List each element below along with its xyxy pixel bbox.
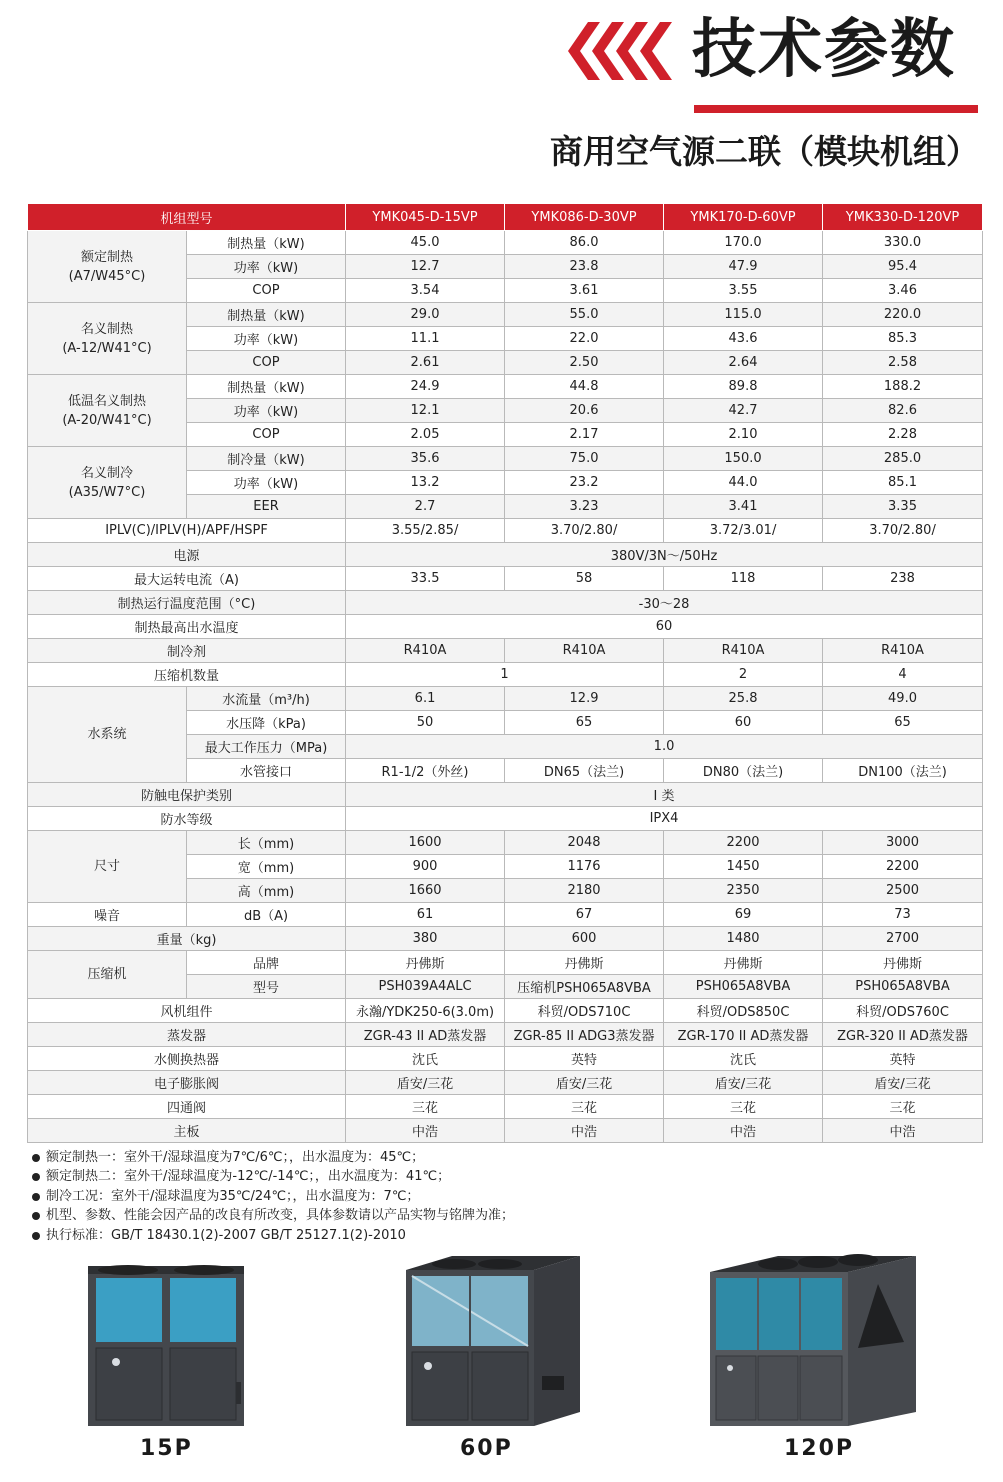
value-cell: 65 [505, 711, 664, 735]
value-cell: 2.58 [823, 351, 983, 375]
table-row [28, 375, 983, 399]
value-cell: 2 [664, 663, 823, 687]
chevron-arrows-icon [566, 20, 676, 82]
param-cell: 蒸发器 [28, 1023, 346, 1047]
table-row [28, 519, 983, 543]
value-cell: 2.28 [823, 423, 983, 447]
value-cell: 3.46 [823, 279, 983, 303]
param-cell: 制热最高出水温度 [28, 615, 346, 639]
table-row [28, 687, 983, 711]
value-cell: R410A [505, 639, 664, 663]
value-cell: 89.8 [664, 375, 823, 399]
value-cell: 4 [823, 663, 983, 687]
value-cell: 23.2 [505, 471, 664, 495]
value-cell: 13.2 [346, 471, 505, 495]
value-cell: 2.05 [346, 423, 505, 447]
value-cell: 2350 [664, 879, 823, 903]
value-cell: 2.64 [664, 351, 823, 375]
value-cell: DN65（法兰) [505, 759, 664, 783]
value-cell: 22.0 [505, 327, 664, 351]
table-row [28, 1119, 983, 1143]
value-cell: 35.6 [346, 447, 505, 471]
param-cell: 制热量（kW) [187, 231, 346, 255]
value-cell: 3.41 [664, 495, 823, 519]
table-row [28, 951, 983, 975]
param-cell: 宽（mm) [187, 855, 346, 879]
value-cell: 2048 [505, 831, 664, 855]
value-cell: 170.0 [664, 231, 823, 255]
param-cell: 功率（kW) [187, 471, 346, 495]
value-cell: 12.9 [505, 687, 664, 711]
value-cell: 三花 [823, 1095, 983, 1119]
value-cell: 65 [823, 711, 983, 735]
value-cell: 44.0 [664, 471, 823, 495]
value-cell: 24.9 [346, 375, 505, 399]
group-cell: 额定制热 (A7/W45°C) [28, 231, 187, 303]
param-cell: 长（mm) [187, 831, 346, 855]
value-cell: 1480 [664, 927, 823, 951]
value-cell: R410A [664, 639, 823, 663]
table-row [28, 1023, 983, 1047]
value-cell: 2.7 [346, 495, 505, 519]
value-cell: 285.0 [823, 447, 983, 471]
value-cell: 900 [346, 855, 505, 879]
value-cell: 86.0 [505, 231, 664, 255]
value-cell: 188.2 [823, 375, 983, 399]
value-cell: 3.55 [664, 279, 823, 303]
value-cell: 47.9 [664, 255, 823, 279]
value-cell: 2200 [823, 855, 983, 879]
value-cell: IPX4 [346, 807, 983, 831]
value-cell: 盾安/三花 [346, 1071, 505, 1095]
value-cell: 220.0 [823, 303, 983, 327]
value-cell: 英特 [823, 1047, 983, 1071]
value-cell: 330.0 [823, 231, 983, 255]
value-cell: 三花 [346, 1095, 505, 1119]
unit-15p-image [86, 1262, 246, 1430]
param-cell: COP [187, 279, 346, 303]
unit-60p-image [404, 1252, 584, 1430]
value-cell: 380V/3N～/50Hz [346, 543, 983, 567]
value-cell: R410A [823, 639, 983, 663]
param-cell: 功率（kW) [187, 255, 346, 279]
param-cell: 噪音 [28, 903, 187, 927]
header-cell: YMK045-D-15VP [346, 204, 505, 231]
param-cell: 最大运转电流（A) [28, 567, 346, 591]
param-cell: 功率（kW) [187, 399, 346, 423]
header-cell: 机组型号 [28, 204, 346, 231]
value-cell: 1600 [346, 831, 505, 855]
value-cell: PSH065A8VBA [823, 975, 983, 999]
unit-120p-image [708, 1244, 920, 1430]
param-cell: EER [187, 495, 346, 519]
param-cell: 功率（kW) [187, 327, 346, 351]
value-cell: 69 [664, 903, 823, 927]
value-cell: ZGR-85 II ADG3蒸发器 [505, 1023, 664, 1047]
header-cell: YMK086-D-30VP [505, 204, 664, 231]
param-cell: 制热量（kW) [187, 303, 346, 327]
value-cell: 85.3 [823, 327, 983, 351]
table-row [28, 903, 983, 927]
value-cell: 75.0 [505, 447, 664, 471]
param-cell: 水侧换热器 [28, 1047, 346, 1071]
group-cell: 尺寸 [28, 831, 187, 903]
value-cell: 3.23 [505, 495, 664, 519]
value-cell: 盾安/三花 [664, 1071, 823, 1095]
value-cell: 丹佛斯 [346, 951, 505, 975]
value-cell: -30～28 [346, 591, 983, 615]
param-cell: 重量（kg) [28, 927, 346, 951]
value-cell: R1-1/2（外丝) [346, 759, 505, 783]
value-cell: 1450 [664, 855, 823, 879]
value-cell: 2180 [505, 879, 664, 903]
value-cell: 23.8 [505, 255, 664, 279]
value-cell: 盾安/三花 [505, 1071, 664, 1095]
page-subtitle: 商用空气源二联（模块机组） [550, 132, 979, 171]
param-cell: 制冷剂 [28, 639, 346, 663]
value-cell: 12.1 [346, 399, 505, 423]
value-cell: 英特 [505, 1047, 664, 1071]
value-cell: 33.5 [346, 567, 505, 591]
value-cell: 1660 [346, 879, 505, 903]
value-cell: 2200 [664, 831, 823, 855]
note-item: 机型、参数、性能会因产品的改良有所改变，具体参数请以产品实物与铭牌为准； [30, 1206, 514, 1225]
value-cell: 55.0 [505, 303, 664, 327]
value-cell: 中浩 [346, 1119, 505, 1143]
value-cell: 82.6 [823, 399, 983, 423]
value-cell: 科贸/ODS850C [664, 999, 823, 1023]
spec-table [27, 203, 983, 1143]
value-cell: 238 [823, 567, 983, 591]
param-cell: COP [187, 423, 346, 447]
value-cell: 科贸/ODS710C [505, 999, 664, 1023]
value-cell: 3.72/3.01/ [664, 519, 823, 543]
value-cell: ZGR-43 II AD蒸发器 [346, 1023, 505, 1047]
param-cell: 制热运行温度范围（°C) [28, 591, 346, 615]
table-row [28, 927, 983, 951]
group-cell: 水系统 [28, 687, 187, 783]
param-cell: 电子膨胀阀 [28, 1071, 346, 1095]
param-cell: 电源 [28, 543, 346, 567]
group-cell: 低温名义制热 (A-20/W41°C) [28, 375, 187, 447]
value-cell: 42.7 [664, 399, 823, 423]
value-cell: 115.0 [664, 303, 823, 327]
table-row [28, 1047, 983, 1071]
param-cell: 防水等级 [28, 807, 346, 831]
table-row [28, 783, 983, 807]
value-cell: 1 [346, 663, 664, 687]
param-cell: 主板 [28, 1119, 346, 1143]
table-row [28, 1095, 983, 1119]
value-cell: 45.0 [346, 231, 505, 255]
value-cell: 永瀚/YDK250-6(3.0m) [346, 999, 505, 1023]
group-cell: 名义制冷 (A35/W7°C) [28, 447, 187, 519]
table-row [28, 543, 983, 567]
value-cell: 380 [346, 927, 505, 951]
param-cell: IPLV(C)/IPLV(H)/APF/HSPF [28, 519, 346, 543]
value-cell: 沈氏 [346, 1047, 505, 1071]
param-cell: 压缩机数量 [28, 663, 346, 687]
table-row [28, 999, 983, 1023]
table-row [28, 639, 983, 663]
value-cell: R410A [346, 639, 505, 663]
value-cell: 3.55/2.85/ [346, 519, 505, 543]
param-cell: 水压降（kPa) [187, 711, 346, 735]
value-cell: 压缩机PSH065A8VBA [505, 975, 664, 999]
value-cell: 盾安/三花 [823, 1071, 983, 1095]
value-cell: 29.0 [346, 303, 505, 327]
value-cell: 3.35 [823, 495, 983, 519]
value-cell: 3000 [823, 831, 983, 855]
param-cell: dB（A) [187, 903, 346, 927]
value-cell: 60 [346, 615, 983, 639]
table-row [28, 663, 983, 687]
value-cell: 2.61 [346, 351, 505, 375]
note-item: 额定制热二：室外干/湿球温度为-12℃/-14℃；，出水温度为：41℃； [30, 1167, 514, 1186]
group-cell: 名义制热 (A-12/W41°C) [28, 303, 187, 375]
page-title: 技术参数 [692, 13, 956, 87]
table-header-row [28, 204, 983, 231]
param-cell: 品牌 [187, 951, 346, 975]
value-cell: 2.50 [505, 351, 664, 375]
value-cell: 丹佛斯 [823, 951, 983, 975]
param-cell: 制冷量（kW) [187, 447, 346, 471]
param-cell: 风机组件 [28, 999, 346, 1023]
table-row [28, 303, 983, 327]
value-cell: 20.6 [505, 399, 664, 423]
header-cell: YMK330-D-120VP [823, 204, 983, 231]
header-cell: YMK170-D-60VP [664, 204, 823, 231]
unit-15p-label: 15P [140, 1436, 193, 1461]
value-cell: ZGR-320 II AD蒸发器 [823, 1023, 983, 1047]
table-row [28, 1071, 983, 1095]
value-cell: 科贸/ODS760C [823, 999, 983, 1023]
table-row [28, 591, 983, 615]
param-cell: 防触电保护类别 [28, 783, 346, 807]
title-underline [694, 105, 978, 113]
value-cell: 67 [505, 903, 664, 927]
value-cell: PSH065A8VBA [664, 975, 823, 999]
value-cell: 3.70/2.80/ [823, 519, 983, 543]
param-cell: 四通阀 [28, 1095, 346, 1119]
value-cell: 沈氏 [664, 1047, 823, 1071]
value-cell: 600 [505, 927, 664, 951]
param-cell: 制热量（kW) [187, 375, 346, 399]
value-cell: 3.54 [346, 279, 505, 303]
notes-list [30, 1148, 514, 1245]
value-cell: 58 [505, 567, 664, 591]
table-row [28, 447, 983, 471]
value-cell: 丹佛斯 [505, 951, 664, 975]
value-cell: 2500 [823, 879, 983, 903]
value-cell: 85.1 [823, 471, 983, 495]
value-cell: 150.0 [664, 447, 823, 471]
table-row [28, 831, 983, 855]
table-row [28, 807, 983, 831]
group-cell: 压缩机 [28, 951, 187, 999]
param-cell: 型号 [187, 975, 346, 999]
value-cell: 中浩 [823, 1119, 983, 1143]
table-row [28, 231, 983, 255]
value-cell: 3.70/2.80/ [505, 519, 664, 543]
param-cell: 高（mm) [187, 879, 346, 903]
value-cell: 25.8 [664, 687, 823, 711]
value-cell: 6.1 [346, 687, 505, 711]
note-item: 制冷工况：室外干/湿球温度为35℃/24℃；，出水温度为：7℃； [30, 1187, 514, 1206]
value-cell: 丹佛斯 [664, 951, 823, 975]
value-cell: 49.0 [823, 687, 983, 711]
value-cell: 2700 [823, 927, 983, 951]
value-cell: 61 [346, 903, 505, 927]
param-cell: COP [187, 351, 346, 375]
table-row [28, 567, 983, 591]
note-item: 额定制热一：室外干/湿球温度为7℃/6℃；，出水温度为：45℃； [30, 1148, 514, 1167]
param-cell: 最大工作压力（MPa) [187, 735, 346, 759]
table-row [28, 615, 983, 639]
value-cell: 1.0 [346, 735, 983, 759]
value-cell: 2.10 [664, 423, 823, 447]
value-cell: 2.17 [505, 423, 664, 447]
value-cell: 3.61 [505, 279, 664, 303]
value-cell: 43.6 [664, 327, 823, 351]
value-cell: 73 [823, 903, 983, 927]
note-item: 执行标准：GB/T 18430.1(2)-2007 GB/T 25127.1(2)-2010 [30, 1226, 514, 1245]
value-cell: 三花 [664, 1095, 823, 1119]
value-cell: ZGR-170 II AD蒸发器 [664, 1023, 823, 1047]
value-cell: 11.1 [346, 327, 505, 351]
value-cell: DN80（法兰) [664, 759, 823, 783]
value-cell: 118 [664, 567, 823, 591]
value-cell: 60 [664, 711, 823, 735]
value-cell: 44.8 [505, 375, 664, 399]
value-cell: 三花 [505, 1095, 664, 1119]
unit-120p-label: 120P [784, 1436, 855, 1461]
value-cell: 中浩 [505, 1119, 664, 1143]
value-cell: 中浩 [664, 1119, 823, 1143]
value-cell: I 类 [346, 783, 983, 807]
param-cell: 水流量（m³/h) [187, 687, 346, 711]
param-cell: 水管接口 [187, 759, 346, 783]
unit-60p-label: 60P [460, 1436, 513, 1461]
value-cell: PSH039A4ALC [346, 975, 505, 999]
value-cell: 1176 [505, 855, 664, 879]
value-cell: 50 [346, 711, 505, 735]
value-cell: 12.7 [346, 255, 505, 279]
value-cell: DN100（法兰) [823, 759, 983, 783]
value-cell: 95.4 [823, 255, 983, 279]
